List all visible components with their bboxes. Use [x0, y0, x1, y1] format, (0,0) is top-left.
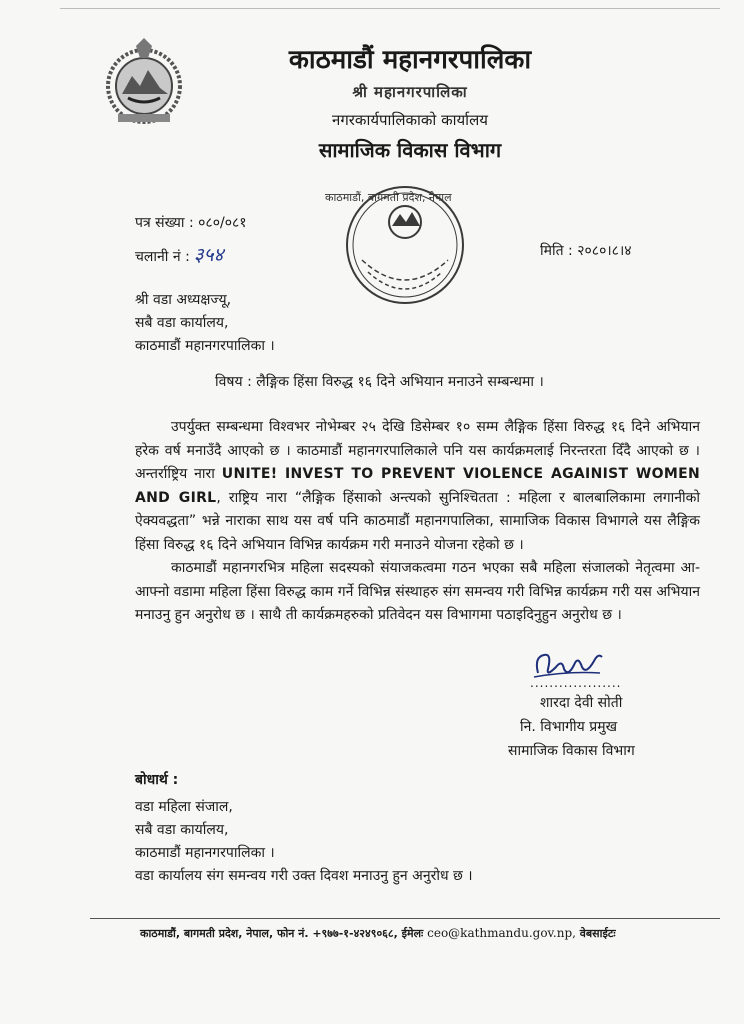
signature-dotted-line: ...................	[530, 676, 622, 690]
signatory-position: नि. विभागीय प्रमुख	[520, 719, 618, 735]
footer-email: ceo@kathmandu.gov.np,	[427, 926, 576, 940]
handwritten-dispatch-no: ३५४	[193, 244, 224, 266]
cc-item: वडा महिला संजाल,	[135, 799, 233, 815]
footer-contact: काठमाडौं, बागमती प्रदेश, नेपाल, फोन नं. +९७७-१-४२४९०६८, ईमेलः ceo@kathmandu.gov.np, वेबसाईटः	[140, 926, 616, 940]
letter-subject: विषय : लैङ्गिक हिंसा विरुद्ध १६ दिने अभियान मनाउने सम्बन्धमा ।	[215, 374, 544, 390]
cc-heading: बोधार्थ :	[135, 772, 179, 788]
cc-item: काठमाडौं महानगरपालिका ।	[135, 845, 275, 861]
international-slogan: UNITE! INVEST TO PREVENT VIOLENCE AGAINIST WOMEN AND GIRL	[135, 466, 700, 506]
addressee-line-2: सबै वडा कार्यालय,	[135, 315, 229, 331]
municipality-title: काठमाडौं महानगरपालिका	[288, 45, 532, 75]
stamp-subtitle: श्री महानगरपालिका	[352, 83, 468, 101]
cc-item: सबै वडा कार्यालय,	[135, 822, 229, 838]
cc-item: वडा कार्यालय संग समन्वय गरी उक्त दिवश मनाउनु हुन अनुरोध छ ।	[135, 868, 473, 884]
body-paragraph-2: काठमाडौं महानगरभित्र महिला सदस्यको संयाजकत्वमा गठन भएका सबै महिला संजालको नेतृत्वमा आ-आफ्नो वडामा महिला हिंसा विरुद्ध काम गर्ने विभिन्न संस्थाहरु संग समन्वय गरी विभिन्न कार्यक्रम गरी यस अभियान मनाउनु हुन अनुरोध छ । साथै ती कार्यक्रमहरुको प्रतिवेदन यस विभागमा पठाइदिनुहुन अनुरोध छ ।	[135, 560, 700, 623]
scan-edge-line	[60, 8, 720, 9]
office-name: नगरकार्यपालिकाको कार्यालय	[332, 111, 488, 129]
addressee-line-1: श्री वडा अध्यक्षज्यू,	[135, 292, 232, 308]
body-paragraph-1: उपर्युक्त सम्बन्धमा विश्वभर नोभेम्बर २५ देखि डिसेम्बर १० सम्म लैङ्गिक हिंसा विरुद्ध १६ दिने अभियान हरेक वर्ष मनाउँदै आएको छ । काठमाडौं महानगरपालिकाले पनि यस कार्यक्रमलाई निरन्तरता दिँदै आएको छ ।अन्तर्राष्ट्रिय नारा UNITE! INVEST TO PREVENT VIOLENCE AGAINIST WOMEN AND GIRL, राष्ट्रिय नारा “लैङ्गिक हिंसाको अन्त्यको सुनिश्चितता : महिला र बालबालिकामा लगानीको ऐक्यवद्धता” भन्ने नाराका साथ यस वर्ष पनि काठमाडौं महानगपालिका, सामाजिक विकास विभागले यस लैङ्गिक हिंसा विरुद्ध १६ दिने अभियान विभिन्न कार्यक्रम गरी मनाउने योजना रहेको छ ।	[135, 419, 701, 553]
government-emblem-icon	[98, 36, 190, 128]
office-address: काठमाडौं, बागमती प्रदेश, नेपाल	[325, 191, 452, 204]
addressee-line-3: काठमाडौं महानगरपालिका ।	[135, 338, 275, 354]
signatory-name: शारदा देवी सोती	[540, 695, 623, 711]
dispatch-number: चलानी नं : ३५४	[135, 244, 224, 266]
footer-divider	[90, 918, 720, 919]
department-name: सामाजिक विकास विभाग	[318, 138, 502, 162]
letter-number: पत्र संख्या : ०८०/०८१	[135, 215, 247, 231]
letter-date: मिति : २०८०।८।४	[540, 243, 632, 259]
signatory-department: सामाजिक विकास विभाग	[508, 743, 635, 759]
official-seal-stamp	[340, 180, 470, 310]
